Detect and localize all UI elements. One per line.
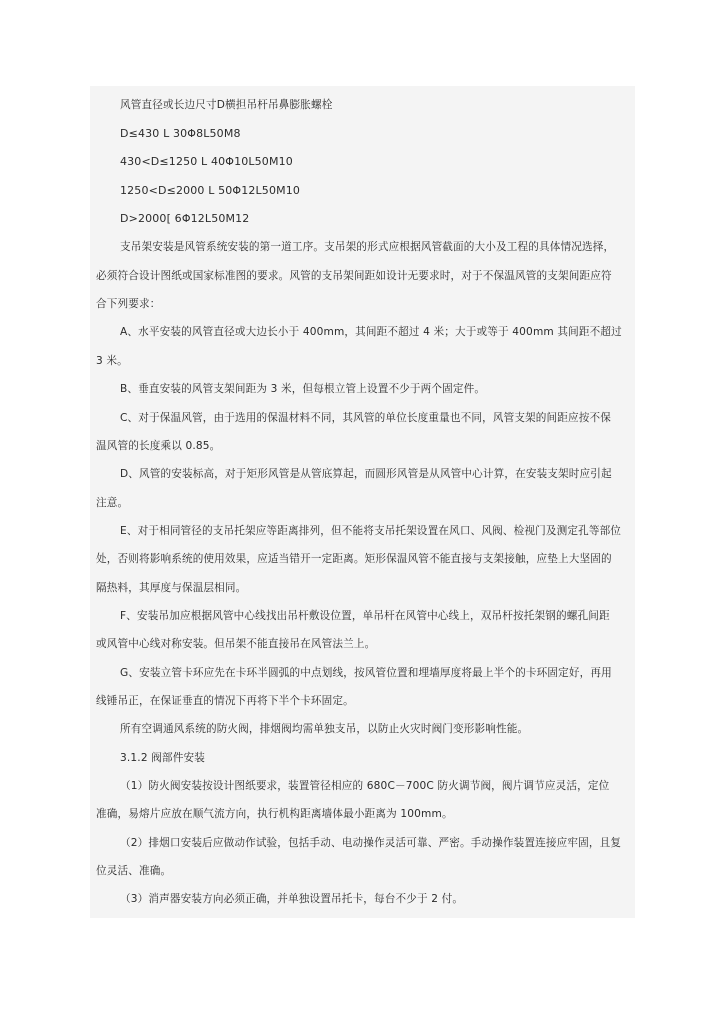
item-d-line-2: 注意。 bbox=[96, 497, 129, 509]
item-g-line-2: 线锤吊正，在保证垂直的情况下再将下半个卡环固定。 bbox=[96, 695, 354, 707]
document-content-block bbox=[90, 86, 635, 918]
spec-row-3: 1250<D≤2000 L 50Φ12L50M10 bbox=[120, 184, 301, 197]
item-c-line-2: 温风管的长度乘以 0.85。 bbox=[96, 440, 221, 452]
item-f-line-2: 或风管中心线对称安装。但吊架不能直接吊在风管法兰上。 bbox=[96, 638, 376, 650]
spec-row-2: 430<D≤1250 L 40Φ10L50M10 bbox=[120, 155, 293, 168]
item-1-line-1: （1）防火阀安装按设计图纸要求，装置管径相应的 680C－700C 防火调节阀，阀片调节应灵活，定位 bbox=[120, 780, 610, 792]
fire-damper-note: 所有空调通风系统的防火阀，排烟阀均需单独支吊，以防止火灾时阀门变形影响性能。 bbox=[120, 723, 529, 735]
item-e-line-3: 隔热料，其厚度与保温层相同。 bbox=[96, 582, 247, 594]
support-intro-line-1: 支吊架安装是风管系统安装的第一道工序。支吊架的形式应根据风管截面的大小及工程的具体情况选择， bbox=[120, 241, 615, 253]
item-e-line-1: E、对于相同管径的支吊托架应等距离排列，但不能将支吊托架设置在风口、风阀、检视门及测定孔等部位 bbox=[120, 525, 622, 537]
item-1-line-2: 准确，易熔片应放在顺气流方向，执行机构距离墙体最小距离为 100mm。 bbox=[96, 808, 453, 820]
item-d-line-1: D、风管的安装标高，对于矩形风管是从管底算起，而圆形风管是从风管中心计算，在安装支架时应引起 bbox=[120, 468, 612, 480]
item-2-line-2: 位灵活、准确。 bbox=[96, 865, 172, 877]
spec-row-1: D≤430 L 30Φ8L50M8 bbox=[120, 127, 241, 140]
item-3-line-1: （3）消声器安装方向必须正确，并单独设置吊托卡，每台不少于 2 付。 bbox=[120, 893, 464, 905]
support-intro-line-3: 合下列要求： bbox=[96, 298, 161, 310]
item-a-line-2: 3 米。 bbox=[96, 355, 128, 367]
item-2-line-1: （2）排烟口安装后应做动作试验，包括手动、电动操作灵活可靠、严密。手动操作装置连接应牢固，且复 bbox=[120, 837, 622, 849]
item-e-line-2: 处，否则将影响系统的使用效果，应适当错开一定距离。矩形保温风管不能直接与支架接触，应垫上大坚固的 bbox=[96, 553, 612, 565]
item-f-line-1: F、安装吊加应根据风管中心线找出吊杆敷设位置，单吊杆在风管中心线上，双吊杆按托架钢的螺孔间距 bbox=[120, 610, 610, 622]
section-heading: 3.1.2 阀部件安装 bbox=[120, 752, 205, 764]
item-b-line-1: B、垂直安装的风管支架间距为 3 米，但每根立管上设置不少于两个固定件。 bbox=[120, 383, 486, 395]
item-c-line-1: C、对于保温风管，由于选用的保温材料不同，其风管的单位长度重量也不同，风管支架的间距应按不保 bbox=[120, 412, 612, 424]
item-a-line-1: A、水平安装的风管直径或大边长小于 400mm，其间距不超过 4 米；大于或等于 400mm 其间距不超过 bbox=[120, 326, 622, 338]
item-g-line-1: G、安装立管卡环应先在卡环半圆弧的中点划线，按风管位置和埋墙厚度将最上半个的卡环固定好，再用 bbox=[120, 667, 612, 679]
spec-table-header: 风管直径或长边尺寸D横担吊杆吊鼻膨胀螺栓 bbox=[120, 99, 333, 111]
support-intro-line-2: 必须符合设计图纸或国家标准图的要求。风管的支吊架间距如设计无要求时，对于不保温风管的支架间距应符 bbox=[96, 270, 612, 282]
spec-row-4: D>2000[ 6Φ12L50M12 bbox=[120, 212, 250, 225]
